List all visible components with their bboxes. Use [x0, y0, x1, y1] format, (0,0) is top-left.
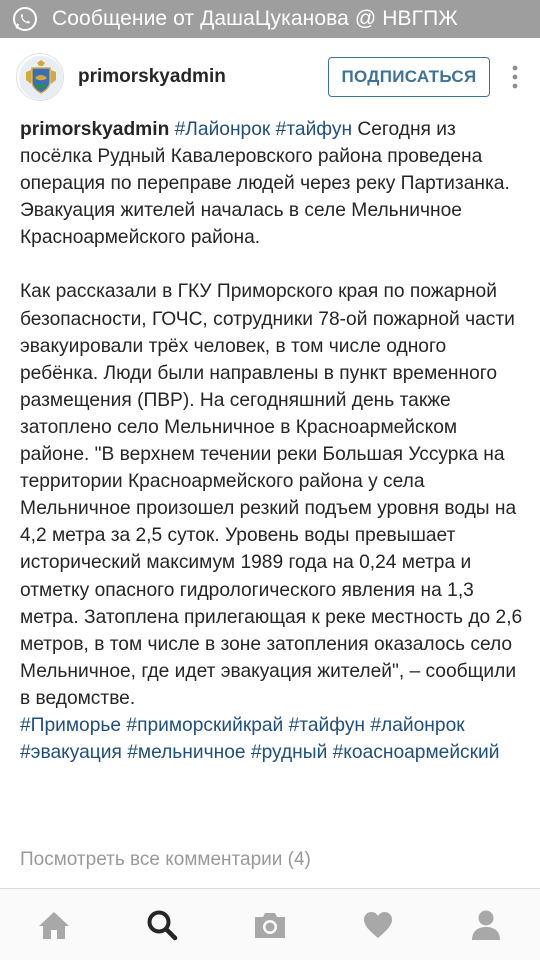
caption-username[interactable]: primorskyadmin: [20, 119, 170, 140]
post-header: [0, 38, 540, 116]
camera-icon[interactable]: [240, 895, 300, 955]
hashtag-link[interactable]: #тайфун: [288, 714, 366, 736]
caption-text: Сегодня из посёлка Рудный Кавалеровского района проведена операция по переправе людей через реку Партизанка. Эвакуация жителей началась в селе Мельничное Красноармейского района.: [20, 119, 510, 249]
caption-paragraph-2: Как рассказали в ГКУ Приморского края по пожарной безопасности, ГОЧС, сотрудники 78-ой пожарной части эвакуировали трёх человек, в том числе одного ребёнка. Люди были направлены в пункт временного размещения (ПВР). На сегодняшний день также затоплено село Мельничное в Красноармейском районе. "В верхнем течении реки Большая Уссурка на территории Красноармейского района у села Мельничное произошел резкий подъем уровня воды на 4,2 метра за 2,5 суток. Уровень воды превышает исторический максимум 1989 года на 0,24 метра и отметку опасного гидрологического явления на 1,3 метра. Затоплена прилегающая к реке местность до 2,6 метров, в том числе в зоне затопления оказалось село Мельничное, где идет эвакуация жителей", – сообщили в ведомстве.: [20, 281, 523, 709]
post-caption: [20, 116, 525, 766]
hashtag-link[interactable]: #Приморье: [20, 714, 122, 736]
whatsapp-icon: [12, 6, 38, 32]
view-all-comments-link[interactable]: Посмотреть все комментарии (4): [20, 849, 311, 870]
caption-paragraph-1: [20, 116, 525, 251]
heart-icon[interactable]: [348, 895, 408, 955]
bottom-nav: [0, 888, 540, 960]
post-username[interactable]: primorskyadmin: [78, 66, 226, 87]
more-vertical-icon[interactable]: [490, 57, 540, 97]
search-icon[interactable]: [132, 895, 192, 955]
hashtag-link[interactable]: #лайонрок: [370, 714, 465, 736]
caption-hashtags: [20, 712, 525, 766]
hashtag-link[interactable]: #эвакуация: [20, 742, 122, 764]
hashtag-link[interactable]: #коасноармейский: [332, 742, 500, 764]
hashtag-link[interactable]: #рудный: [250, 742, 328, 764]
avatar[interactable]: [16, 53, 64, 101]
hashtag-link[interactable]: #приморскийкрай: [126, 714, 284, 736]
hashtag-link[interactable]: #тайфун: [275, 119, 353, 140]
notification-text: Сообщение от ДашаЦуканова @ НВГПЖ: [52, 7, 458, 30]
hashtag-link[interactable]: #мельничное: [127, 742, 246, 764]
follow-button[interactable]: ПОДПИСАТЬСЯ: [328, 57, 490, 97]
profile-icon[interactable]: [456, 895, 516, 955]
notification-banner[interactable]: [0, 0, 540, 38]
hashtag-link[interactable]: #Лайонрок: [174, 119, 271, 140]
home-icon[interactable]: [24, 895, 84, 955]
